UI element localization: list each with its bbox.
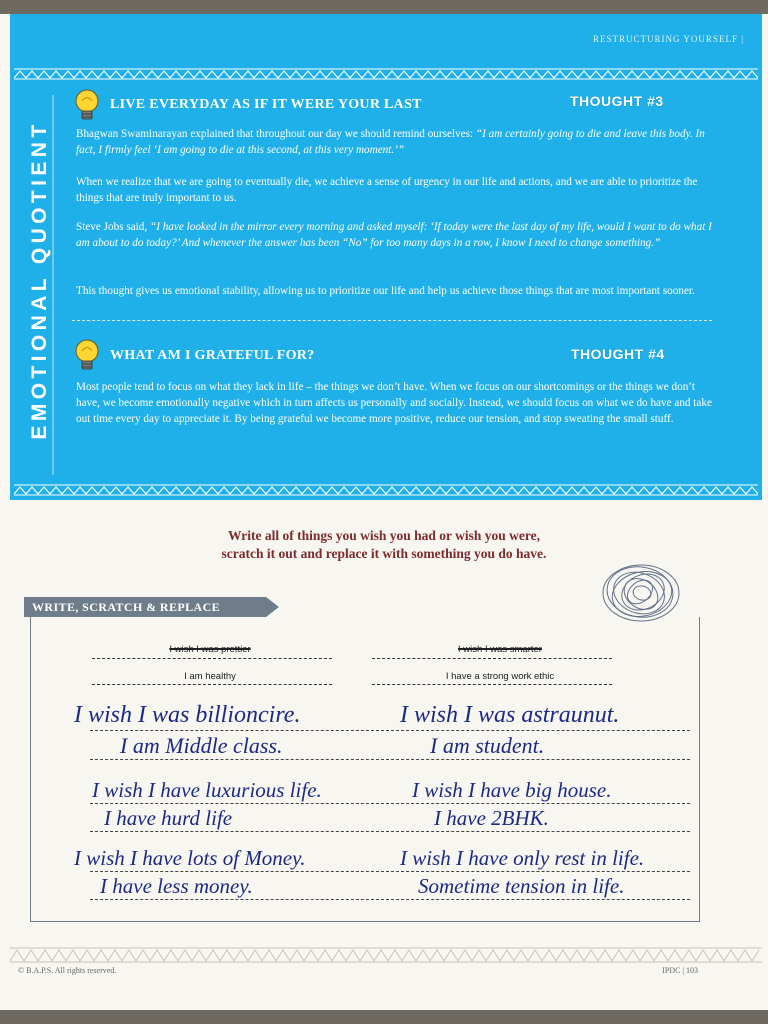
handwritten-have: I am student. [430,733,545,758]
ruled-line [90,871,690,872]
lightbulb-icon [74,338,100,374]
handwritten-wish: I wish I have lots of Money. [74,846,306,870]
page-number: IPDC | 103 [662,966,698,975]
section3-title: LIVE EVERYDAY AS IF IT WERE YOUR LAST [110,97,422,112]
handwritten-have: I have hurd life [104,806,233,830]
section-divider [72,320,712,321]
ruled-line [90,899,690,900]
instruction-line-2: scratch it out and replace it with something you do have. [221,546,547,561]
ruled-line [90,730,690,731]
ruled-line [372,658,612,659]
handwritten-have: I am Middle class. [120,733,283,758]
section3-paragraph-4: This thought gives us emotional stability, allowing us to prioritize our life and help us achieve those things that are most important sooner. [76,285,695,297]
section4-title: WHAT AM I GRATEFUL FOR? [110,348,315,363]
example-right-have: I have a strong work ethic [445,671,555,682]
handwritten-wish: I wish I was billioncire. [74,702,301,728]
blue-panel [10,14,762,500]
decorative-border-footer [10,946,762,964]
top-edge [0,0,768,14]
section4-paragraph-1: Most people tend to focus on what they lack in life – the things we don’t have. When we focus on our shortcomings or the things we don’t have, we become emotionally negative which in turn affects us personally and socially. Instead, we should focus on what we do have and take out time every day to appreciate it. By being grateful we become more positive, reduce our tension, and stop sweating the small stuff. [76,381,712,425]
handwritten-wish: I wish I have luxurious life. [92,778,322,802]
copyright: © B.A.P.S. All rights reserved. [18,966,117,975]
ruled-line [92,658,332,659]
thought3-tag: THOUGHT #3 [570,93,664,109]
running-header: RESTRUCTURING YOURSELF | [593,34,744,44]
handwritten-have: I have 2BHK. [434,806,549,830]
handwritten-wish: I wish I have big house. [412,778,612,802]
ruled-line [90,759,690,760]
section3-paragraph-3: Steve Jobs said, “I have looked in the mirror every morning and asked myself: ‘If today were the last day of my life, would I want to do what I am about to do today?’ And whenever the answer has been “No” for too many days in a row, I know I need to change something.” [76,221,712,249]
instruction-line-1: Write all of things you wish you had or wish you were, [227,528,541,543]
handwritten-have: I have less money. [100,874,253,898]
lightbulb-icon [74,88,100,124]
decorative-border-top [14,68,758,80]
bottom-edge [0,1010,768,1024]
sidebar-title: EMOTIONAL QUOTIENT [28,120,51,440]
ruled-line [372,684,612,685]
section3-paragraph-1: Bhagwan Swaminarayan explained that throughout our day we should remind ourselves: “I am certainly going to die and leave this body. In fact, I firmly feel ‘I am going to die at this second, at this very moment.’” [76,128,705,156]
ruled-line [90,803,690,804]
section3-paragraph-2: When we realize that we are going to eventually die, we achieve a sense of urgency in our life and actions, and we are able to prioritize the things that are truly important to us. [76,176,698,204]
ruled-line [92,684,332,685]
handwritten-wish: I wish I was astraunut. [400,702,620,728]
activity-banner: WRITE, SCRATCH & REPLACE [24,597,266,617]
thought4-tag: THOUGHT #4 [571,346,665,362]
handwritten-have: Sometime tension in life. [418,874,625,898]
example-left-have: I am healthy [184,671,236,682]
example-left-wish: I wish I was prettier [169,644,251,655]
decorative-border-bottom [14,484,758,496]
ruled-line [90,831,690,832]
example-right-wish: I wish I was smarter [458,644,542,655]
handwritten-wish: I wish I have only rest in life. [400,846,645,870]
